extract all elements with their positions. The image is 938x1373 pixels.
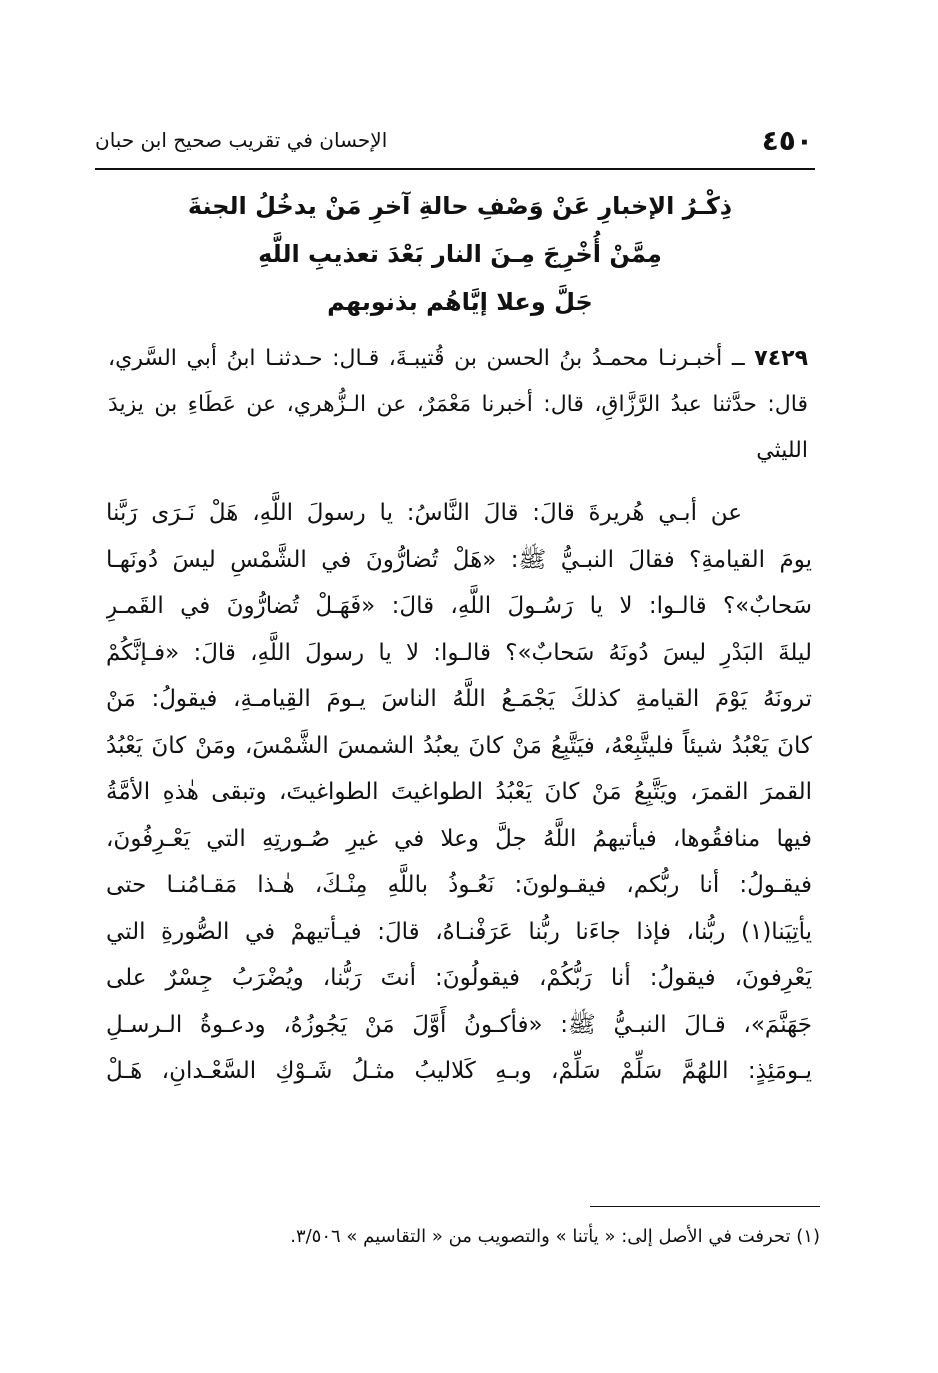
hadith-text — [106, 490, 812, 1095]
text-line: جَهَنَّمَ»، قـالَ النبـيُّ ﷺ: «فأكـونُ أَوَّلَ مَنْ يَجُوزُهُ، ودعـوةُ الـرسـلِ — [106, 1011, 812, 1038]
text-line: يَعْرِفونَ، فيقولُ: أنا رَبُّكُمْ، فيقولُونَ: أنتَ رَبُّنا، ويُضْرَبُ جِسْرٌ على — [106, 965, 812, 991]
book-title: الإحسان في تقريب صحيح ابن حبان — [95, 128, 388, 152]
text-line: يأتِيَنا(١) ربُّنا، فإذا جاءَنا ربُّنا عَرَفْنـاهُ، قالَ: فيـأتيهمْ في الصُّورةِ التي — [106, 918, 812, 945]
text-line: يومَ القيامةِ؟ فقالَ النبـيُّ ﷺ: «هَلْ تُضارُّونَ في الشَّمْسِ ليسَ دُونَهـا — [106, 546, 812, 573]
chapter-title — [120, 182, 800, 326]
running-header — [95, 118, 813, 166]
text-line: ترونَهُ يَوْمَ القيامةِ كذلكَ يَجْمَـعُ اللَّهُ الناسَ يـومَ القِيامـةِ، فيقولُ: مَنْ — [106, 686, 812, 712]
text-line: فيقـولُ: أنا ربُّكم، فيقـولونَ: نَعُـوذُ باللَّهِ مِنْـكَ، هٰـذا مَقـامُنـا حتى — [106, 872, 812, 898]
text-line: يـومَئِذٍ: اللهُمَّ سَلِّمْ سَلِّمْ، وبـهِ كَلاليبُ مثـلُ شَـوْكِ السَّعْـدانِ، هَـلْ — [106, 1058, 812, 1084]
isnad-text: ــ أخبـرنـا محمـدُ بنُ الحسن بن قُتيبـةَ، قـال: حـدثنـا ابنُ أبي السَّري، قال: حدَّثنا عبدُ الرَّزَّاقِ، قال: أخبرنا مَعْمَرٌ، عن الـزُّهري، عن عَطَاءِ بن يزيدَ الليثي — [108, 346, 808, 463]
text-line: سَحابٌ»؟ قالـوا: لا يا رَسُـولَ اللَّهِ، قالَ: «فَهَـلْ تُضارُّونَ في القَمـرِ — [106, 593, 812, 619]
text-line: القمرَ القمرَ، ويَتَّبِعُ مَنْ كانَ يَعْبُدُ الطواغيتَ الطواغيتَ، وتبقى هٰذهِ الأمَّةُ — [106, 779, 812, 805]
page-number: ٤٥٠ — [761, 124, 813, 157]
header-divider — [95, 168, 815, 170]
chapter-title-line-2: مِمَّنْ أُخْرِجَ مِـنَ النار بَعْدَ تعذيبِ اللَّهِ — [258, 240, 662, 268]
footnote-divider — [590, 1206, 820, 1207]
chapter-title-line-1: ذِكْـرُ الإخبارِ عَنْ وَصْفِ حالةِ آخرِ مَنْ يدخُلُ الجنةَ — [187, 192, 733, 220]
text-line: كانَ يَعْبُدُ شيئاً فليتَّبِعْهُ، فيَتَّبِعُ مَنْ كانَ يعبُدُ الشمسَ الشَّمْسَ، ومَنْ كانَ يَعْبُدُ — [106, 732, 812, 759]
hadith-number: ٧٤٢٩ — [754, 346, 808, 371]
hadith-chain-of-narration — [108, 336, 808, 474]
text-line: ليلةَ البَدْرِ ليسَ دُونَهُ سَحابٌ»؟ قالـوا: لا يا رسولَ اللَّهِ، قالَ: «فـإنَّكُمْ — [106, 639, 812, 666]
chapter-title-line-3: جَلَّ وعلا إيَّاهُم بذنوبهم — [327, 288, 593, 316]
text-line: عن أبـي هُريرةَ قالَ: قالَ النَّاسُ: يا رسولَ اللَّهِ، هَلْ نَـرَى رَبَّنا — [106, 500, 742, 526]
text-line: فيها منافقُوها، فيأتيهمُ اللَّهُ جلَّ وعلا في غيرِ صُـورتِهِ التي يَعْـرِفُونَ، — [106, 825, 812, 852]
footnote: (١) تحرفت في الأصل إلى: « يأتنا » والتصويب من « التقاسيم » ٣/٥٠٦. — [290, 1226, 820, 1247]
